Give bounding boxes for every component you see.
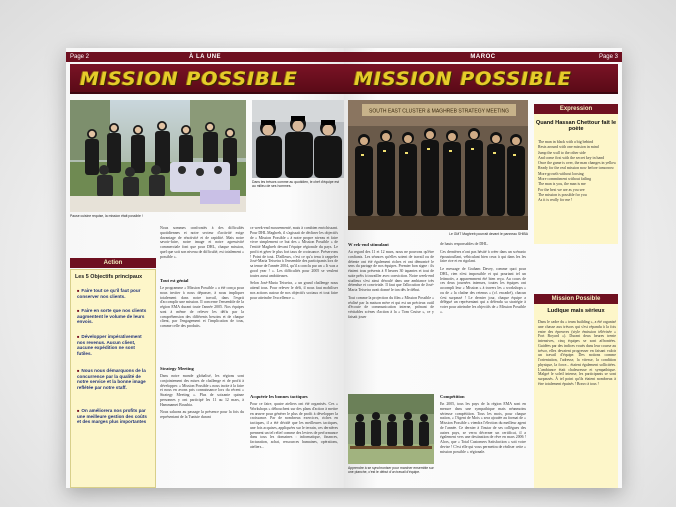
left-section-label: À LA UNE bbox=[188, 54, 222, 60]
paragraph: Le programme « Mission Possible » a été conçu pour nous inviter à nous dépasser, à nous impliquer totalement dans notre travail, dans l'esprit d'accomplir une mission. Il concerne l'ensemble de la région EMA durant toute l'année 2005. Nos équipes sont à même de relever les défis par la compréhension des différents besoins et de chaque client, par l'engagement et l'implication de tous, comme celle des produits. bbox=[160, 286, 244, 328]
poem-line: Ready for the real mission now before tomorrow bbox=[538, 166, 614, 171]
objectives-title: Les 5 Objectifs principaux bbox=[75, 274, 143, 280]
paragraph: Dans le cadre du « team building », a été organisé une chasse aux trésors qui s'est répandu à la fois entre des épreuves (style émission télévisée « Fort Boyard »). Durant deux heures trente intensives, cinq équipes se sont affrontées. Guidées par des indices voués dans leur course au trésor, elles devaient progresser en faisant valoir un travail d'équipe. Des notions comme l'orientation, l'adresse, la vitesse, la condition physique, la force... étaient également sollicitées. L'ambiance était chaleureuse et sympathique. Malgré le soleil intense, les participants se sont surpassés. À tel point qu'ils étaient nombreux à être totalement épuisés ! Bravo à tous ! bbox=[538, 320, 616, 386]
poem-line: More commitment without failing bbox=[538, 177, 592, 182]
photo1-caption: Pause cuisine requise, la mission était possible ! bbox=[70, 214, 143, 218]
left-topbar bbox=[66, 52, 344, 62]
right-photo2-caption: Apprendre à se synchroniser pour marcher ensemble sur une planche, c'est le début d'un travail d'équipe. bbox=[348, 466, 434, 474]
left-col1-body bbox=[160, 286, 244, 362]
right-col2-body bbox=[440, 242, 526, 390]
expression-title: Quand Hassan Chettour fait le poète bbox=[535, 120, 617, 133]
objectives-header: Action bbox=[70, 258, 156, 268]
ludique-title: Ludique mais sérieux bbox=[547, 308, 605, 314]
ludique-header: Mission Possible bbox=[534, 294, 618, 304]
right-page-number: Page 3 bbox=[598, 54, 618, 60]
heading-weekend-stimulant: W eek-end stimulant bbox=[348, 242, 389, 247]
paragraph: de hauts responsables de DHL. bbox=[440, 242, 489, 246]
heading-bonnes-tactiques: Acquérir les bonnes tactiques bbox=[250, 394, 308, 399]
paragraph: ce week-end mouvementé, mais à combien enrichissant. Pour DHL Maghreb, il s'agissait de décliner les objectifs de « Mission Possible » à notre propre niveau et faire vivre simplement ce but des « Mission Possible » de l'entité Maghreb devant l'équipe régionale du pays. Le profit et gérer le plus fort taux de croissance. Préservons ! Point de tout. D'ailleurs, c'est ce qu'a tenu à rappeler José-Maria Teixeira à l'ensemble des participants lors de sa tenue de l'année 2004, qu'il a conclu par un « It was a good year ! ». Les difficultés pour 2005 se veulent toutes aussi ambitieuses. bbox=[250, 226, 338, 278]
paragraph: Nous saluons au passage la présence pour la fois du représentant de la Tunisie durant bbox=[160, 410, 244, 419]
paragraph: Pour ce faire, quatre ateliers ont été organisés. Ces « Workshops » débouchent sur des plans d'action à mettre en œuvre pour générer le plus de profit à développer la croissance. Par de nombreux exercices, riches en tactiques, il a été décidé que les meilleures tactiques, une fois acquises, appliquées sur le terrain, ces dernières prennent un tel relief comme des leviers de performance dans tous les domaines : informatique, finances, facturation, achat, ressources humaines, opérations, ateliers... bbox=[250, 402, 338, 449]
objective-item: ■ Faire tout ce qu'il faut pour conserver nos clients. bbox=[77, 288, 151, 299]
right-section-label: MAROC bbox=[470, 54, 496, 60]
poem-line: The man in black with a big behind bbox=[538, 140, 594, 144]
ludique-text bbox=[538, 320, 616, 484]
left-col1-strategy bbox=[160, 374, 244, 484]
poem-line: As it is really for me ! bbox=[538, 198, 573, 203]
photo-group-outdoor bbox=[70, 100, 246, 212]
heading-tout-est-genial: Tout est génial bbox=[160, 278, 189, 283]
poem-line: The mission is possible for you bbox=[538, 192, 587, 197]
expression-poem bbox=[538, 140, 616, 204]
right-col1-body bbox=[348, 250, 434, 386]
paragraph: Le message de Graham Davey, comme quoi pour DHL, rien n'est impossible et qui pourtant tel un leitmotiv, a apparemment été bien reçu. Au cours de ces deux journées intenses, toutes les équipes ont accompli leur « Mission » à travers les « workshops » ou de « la chaîne des retenus » (cf. encadré), chacun s'est surpassé ! Le dernier jour, chaque équipe a délégué un représentant qui a défendu sa stratégie à voter pour atteindre les objectifs de « Mission Possible ». bbox=[440, 267, 526, 314]
magazine-spread bbox=[66, 48, 622, 488]
heading-strategy-meeting: Strategy Meeting bbox=[160, 366, 194, 371]
objective-item: ■ Développer impérativement nos revenus. Aucun client, aucune expédition ne sont futiles. bbox=[77, 334, 151, 356]
photo2-caption: Dans les trésors comme au quotidien, le chef d'équipe est au milieu de ses hommes. bbox=[252, 180, 339, 188]
poem-line: And come first with the secret key in hand bbox=[538, 155, 605, 160]
paragraph: Au regard des 11 et 12 mars, nous ne pouvons qu'être confiants. Les séances qu'elles soient de travail ou de détente ont été également riches et ont démontré le sens du partage de nos équipes. Premier bon signe : ils étaient tous présents à 8 heures 30 tapantes et tout de suite prêts à travailler avec conviction. Notre week-end studieux s'est ainsi déroulé dans une ambiance très détendue et conviviale. Il faut que l'allocution de José-Maria Teixeira avait donné le ton dès le début. bbox=[348, 250, 434, 292]
left-col2-body bbox=[250, 226, 338, 390]
left-banner bbox=[70, 64, 344, 94]
right-col2-competition bbox=[440, 402, 526, 486]
photo-gmt-maghreb bbox=[348, 100, 528, 230]
paragraph: En 2005, tous les pays de la région EMA sont en mesure dans une sympathique mais néanmoins sérieuse compétition. Tous les mois, pour chaque nation, « l'Agent de Mois » sera ajoutée au format de « Mission Possible » viendra l'élection du meilleur agent de l'année. Ce dernier à l'instar de ses collègues des autres pays, se verra décerner un certificat, il a également vers une destination de rêve en mars 2006 ! Alors, que « Total Customers Satisfaction » soit votre devise ! C'est elle qui vous permettra de réaliser cette « mission possible » régionale. bbox=[440, 402, 526, 454]
paragraph: Nous sommes confrontés à des difficultés quotidiennes et notre secteur d'activité exige davantage de réactivité et de rapidité. Mais notre savoir-faire, notre image et notre agressivité commerciale font que pour DHL, chaque mission, quel que soit son niveau de difficulté, est totalement « possible ». bbox=[160, 226, 244, 259]
poem-line: Jump the wall to the other side bbox=[538, 150, 586, 155]
left-col2-tactics bbox=[250, 402, 338, 486]
right-page bbox=[344, 48, 622, 488]
poem-line: The man is you, the man is me bbox=[538, 182, 586, 187]
paragraph: Tout comme la projection du film « Mission Possible » réalisé par la maison mère et qui est un précieux outil d'écoute de communication interne, prônant de véritables scènes d'action à la « Tom Cruise », ce y faisait jouer bbox=[348, 295, 434, 319]
poem-line: Rests around with one mission in mind bbox=[538, 145, 599, 150]
paragraph: Ces dernières n'ont pas hésité à créer dans un scénario époustouflant, véhiculant bien ceux à qui dans les les faire rire et en rigolant. bbox=[440, 249, 526, 264]
objective-item: ■ Nous nous démarquons de la concurrence par la qualité de notre service et la bonne image reflétée par notre staff. bbox=[77, 368, 151, 390]
heading-competition: Compétition bbox=[440, 394, 465, 399]
paragraph: Dans notre monde globalisé, les régions sont conjointement des mises de challenge et de profit à développer. « Mission Possible » nous incite à la faire et nous en avons pris connaissance lors du récent « Strategy Meeting ». Plus de soixante quinze personnes y ont participé les 11 au 12 mars, à Hammamet Bousbia. bbox=[160, 374, 244, 407]
objective-item: ■ On améliorera nos profits par une meilleure gestion des coûts et des marges plus importantes bbox=[77, 408, 151, 425]
left-banner-title: MISSION POSSIBLE bbox=[80, 68, 298, 90]
photo-plank-walk bbox=[348, 394, 434, 464]
expression-header: Expression bbox=[534, 104, 618, 114]
paragraph: Selon José-Maria Teixeira, « un grand challenge nous attend tous. Pour relever le défi, il nous faut mobiliser nos actions autour de nos objectifs sociaux et tout faire pour atteindre l'excellence ». bbox=[250, 281, 338, 300]
left-col1-intro bbox=[160, 226, 244, 274]
left-page-number: Page 2 bbox=[70, 54, 90, 60]
left-page bbox=[66, 48, 344, 488]
poem-line: More growth without loosing bbox=[538, 171, 584, 176]
poem-line: For the best we are as you see bbox=[538, 187, 585, 192]
right-banner bbox=[344, 64, 618, 94]
photo-sign-text: SOUTH EAST CLUSTER & MAGHREB STRATEGY MEETING bbox=[368, 108, 510, 115]
objectives-box bbox=[70, 269, 156, 488]
right-topbar bbox=[344, 52, 622, 62]
poem-line: Once the game is over, the man changes in yellow bbox=[538, 161, 617, 166]
objective-item: ■ Faire en sorte que nos clients augmentent le volume de leurs envois. bbox=[77, 308, 151, 325]
right-banner-title: MISSION POSSIBLE bbox=[354, 68, 572, 90]
right-photo-caption: Le GMT Maghreb pourrait devant le panneau SHIBA bbox=[449, 232, 528, 236]
photo-team-closeup bbox=[252, 100, 344, 178]
